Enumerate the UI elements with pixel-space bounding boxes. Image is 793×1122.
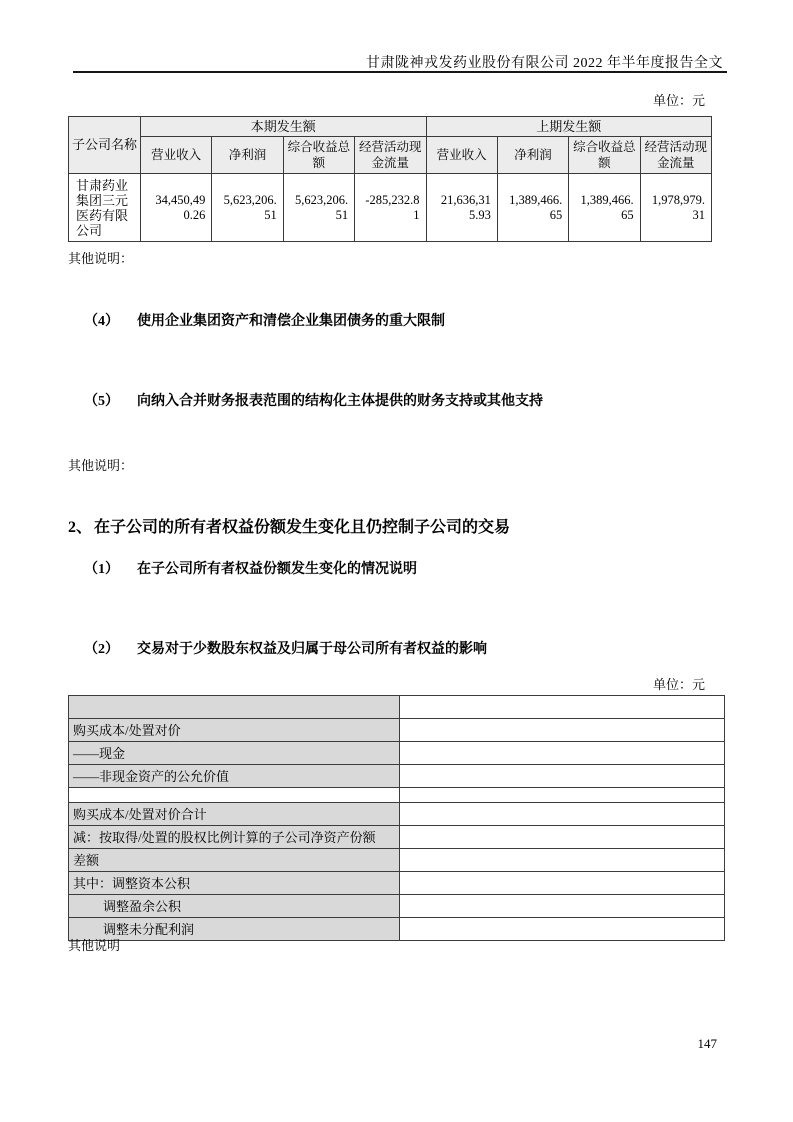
row-value xyxy=(400,696,725,719)
document-title: 甘肃陇神戎发药业股份有限公司 2022 年半年度报告全文 xyxy=(366,56,723,71)
page-number: 147 xyxy=(697,1036,717,1051)
heading-section-2-number: 2、 xyxy=(68,519,93,536)
heading-item-4-title: 使用企业集团资产和清偿企业集团债务的重大限制 xyxy=(137,314,445,329)
col-header-revenue-prior: 营业收入 xyxy=(426,137,497,174)
heading-item-5-number: （5） xyxy=(84,394,119,409)
row-value xyxy=(400,765,725,788)
heading-item-4-number: （4） xyxy=(84,314,119,329)
row-value xyxy=(400,803,725,826)
col-header-current-period: 本期发生额 xyxy=(141,117,427,137)
row-value xyxy=(400,742,725,765)
comprehensive-income-prior-value: 1,389,466.65 xyxy=(569,174,640,242)
heading-section-2-2-title: 交易对于少数股东权益及归属于母公司所有者权益的影响 xyxy=(137,642,487,657)
row-label-difference: 差额 xyxy=(69,849,400,872)
subsidiary-name: 甘肃药业集团三元医药有限公司 xyxy=(69,174,141,242)
table-row xyxy=(69,826,725,849)
table-row-blank xyxy=(69,788,725,803)
table-row xyxy=(69,765,725,788)
row-value xyxy=(400,918,725,941)
heading-item-5-title: 向纳入合并财务报表范围的结构化主体提供的财务支持或其他支持 xyxy=(137,394,543,409)
col-header-net-profit-current: 净利润 xyxy=(212,137,283,174)
heading-section-2 xyxy=(68,514,510,537)
row-value xyxy=(400,788,725,803)
table-row xyxy=(69,895,725,918)
row-label-noncash-fair-value: ——非现金资产的公允价值 xyxy=(69,765,400,788)
table-row xyxy=(69,174,712,242)
col-header-comprehensive-income-prior: 综合收益总额 xyxy=(569,137,640,174)
table-row xyxy=(69,803,725,826)
row-label-purchase-cost: 购买成本/处置对价 xyxy=(69,719,400,742)
table-row xyxy=(69,872,725,895)
row-value xyxy=(400,895,725,918)
table-row xyxy=(69,849,725,872)
heading-section-2-1-number: （1） xyxy=(84,562,119,577)
equity-change-impact-table xyxy=(68,695,725,941)
comprehensive-income-current-value: 5,623,206.51 xyxy=(283,174,354,242)
header-divider xyxy=(73,71,727,73)
col-header-prior-period: 上期发生额 xyxy=(426,117,712,137)
table-metric-header-row xyxy=(69,137,712,174)
row-value xyxy=(400,826,725,849)
other-note-label: 其他说明： xyxy=(68,458,134,473)
other-note-label: 其他说明 xyxy=(68,938,121,953)
row-label-adjust-surplus-reserve: 调整盈余公积 xyxy=(69,895,400,918)
subsidiary-financials-table xyxy=(68,116,712,242)
col-header-operating-cashflow-prior: 经营活动现金流量 xyxy=(640,137,711,174)
row-label-cash: ——现金 xyxy=(69,742,400,765)
row-label-adjust-undistributed-profit: 调整未分配利润 xyxy=(69,918,400,941)
table-row xyxy=(69,696,725,719)
heading-section-2-2-number: （2） xyxy=(84,642,119,657)
heading-section-2-1 xyxy=(84,558,417,578)
heading-section-2-1-title: 在子公司所有者权益份额发生变化的情况说明 xyxy=(137,562,417,577)
heading-item-4 xyxy=(84,310,445,330)
col-header-revenue-current: 营业收入 xyxy=(141,137,212,174)
row-value xyxy=(400,719,725,742)
unit-label: 单位：元 xyxy=(652,677,705,692)
col-header-subsidiary-name: 子公司名称 xyxy=(69,117,141,174)
unit-label: 单位：元 xyxy=(652,93,705,108)
heading-section-2-2 xyxy=(84,638,487,658)
row-label-purchase-cost-total: 购买成本/处置对价合计 xyxy=(69,803,400,826)
revenue-current-value: 34,450,490.26 xyxy=(141,174,212,242)
heading-section-2-title: 在子公司的所有者权益份额发生变化且仍控制子公司的交易 xyxy=(94,519,511,536)
operating-cashflow-prior-value: 1,978,979.31 xyxy=(640,174,711,242)
heading-item-5 xyxy=(84,390,543,410)
col-header-operating-cashflow-current: 经营活动现金流量 xyxy=(355,137,426,174)
table-row xyxy=(69,918,725,941)
row-label-adjust-capital-reserve: 其中：调整资本公积 xyxy=(69,872,400,895)
other-note-label: 其他说明： xyxy=(68,251,134,266)
table-group-header-row xyxy=(69,117,712,137)
row-value xyxy=(400,872,725,895)
table-row xyxy=(69,719,725,742)
row-label-less-net-asset-share: 减：按取得/处置的股权比例计算的子公司净资产份额 xyxy=(69,826,400,849)
row-value xyxy=(400,849,725,872)
net-profit-prior-value: 1,389,466.65 xyxy=(497,174,568,242)
row-label-blank xyxy=(69,788,400,803)
revenue-prior-value: 21,636,315.93 xyxy=(426,174,497,242)
net-profit-current-value: 5,623,206.51 xyxy=(212,174,283,242)
table-row xyxy=(69,742,725,765)
col-header-net-profit-prior: 净利润 xyxy=(497,137,568,174)
col-header-comprehensive-income-current: 综合收益总额 xyxy=(283,137,354,174)
row-label-header-blank xyxy=(69,696,400,719)
operating-cashflow-current-value: -285,232.81 xyxy=(355,174,426,242)
